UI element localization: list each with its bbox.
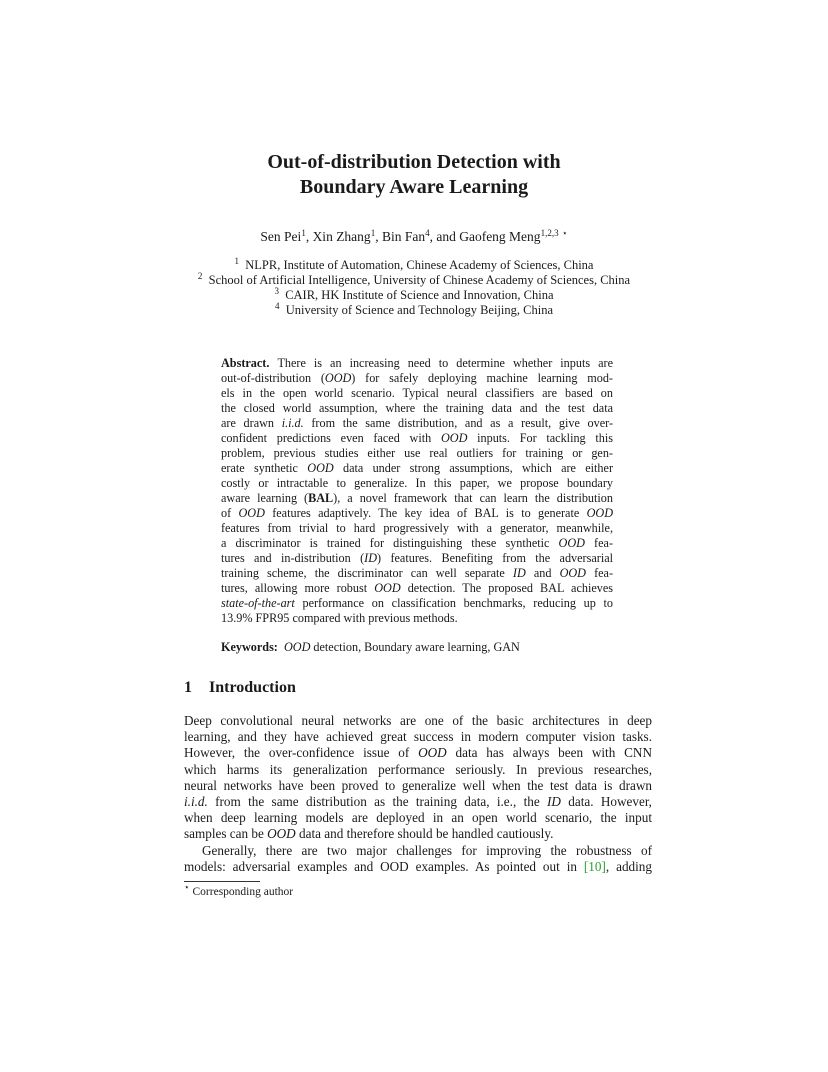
abstract-line: out-of-distribution (OOD) for safely deploying machine learning mod- <box>221 371 613 385</box>
abstract-label: Abstract. <box>221 356 270 370</box>
affiliation-sup: 4 <box>275 301 280 311</box>
footnote-mark: ⋆ <box>184 882 190 892</box>
body-line: when deep learning models are deployed in an open world scenario, the input <box>184 810 652 826</box>
author-affil-sup: 1 <box>370 228 376 238</box>
footnote-text: Corresponding author <box>192 886 294 898</box>
footnote-rule <box>184 881 260 882</box>
abstract-line: the closed world assumption, where the training data and the test data <box>221 401 613 415</box>
body-line: Generally, there are two major challenges for improving the robustness of <box>202 842 652 858</box>
author-name: Sen Pei <box>260 229 302 244</box>
abstract-line: problem, previous studies either use real outliers for training or gen- <box>221 446 613 460</box>
abstract-line: features from trivial to hard progressively with a generator, meanwhile, <box>221 521 613 535</box>
affiliation-text: CAIR, HK Institute of Science and Innovation, China <box>285 288 554 302</box>
title-line-2: Boundary Aware Learning <box>299 176 529 198</box>
affiliation-list <box>0 258 828 318</box>
author-separator: , <box>305 229 313 244</box>
abstract-line: costly or intractable to generalize. In this paper, we propose boundary <box>221 476 613 490</box>
abstract-line: training scheme, the discriminator can well separate ID and OOD fea- <box>221 566 614 580</box>
abstract-line: a discriminator is trained for distinguishing these synthetic OOD fea- <box>221 536 613 550</box>
affiliation <box>0 258 828 273</box>
title-line-1: Out-of-distribution Detection with <box>267 151 561 173</box>
footnote <box>184 882 294 898</box>
affiliation <box>0 303 828 318</box>
abstract-line: tures, allowing more robust OOD detection. The proposed BAL achieves <box>221 581 614 595</box>
author-list <box>0 228 828 246</box>
abstract-line: tures and in-distribution (ID) features. Benefiting from the adversarial <box>221 551 613 565</box>
abstract-line: state-of-the-art performance on classification benchmarks, reducing up to <box>221 596 613 610</box>
abstract-line: are drawn i.i.d. from the same distribution, and as a result, give over- <box>221 416 613 430</box>
section-heading <box>184 679 296 697</box>
affiliation-text: NLPR, Institute of Automation, Chinese Academy of Sciences, China <box>245 258 594 272</box>
keywords-label: Keywords: <box>221 640 278 654</box>
abstract-line: erate synthetic OOD data under strong assumptions, which are either <box>221 461 613 475</box>
body-line: which harms its generalization performance seriously. In previous researches, <box>184 761 652 777</box>
abstract-line: els in the open world scenario. Typical neural classifiers are based on <box>221 386 613 400</box>
author-affil-sup: 1,2,3 <box>540 228 559 238</box>
abstract-line <box>221 356 613 371</box>
keywords-line <box>221 640 613 655</box>
paper-title <box>0 150 828 200</box>
body-line: Deep convolutional neural networks are one of the basic architectures in deep <box>184 713 652 728</box>
affiliation-text: School of Artificial Intelligence, University of Chinese Academy of Sciences, China <box>208 273 631 287</box>
corresponding-author-mark: ⋆ <box>561 228 568 238</box>
body-line: samples can be OOD data and therefore should be handled cautiously. <box>184 826 554 842</box>
affiliation-sup: 3 <box>274 286 279 296</box>
body-line: neural networks have been proved to generalize well when the test data is drawn <box>184 777 652 793</box>
abstract-line: confident predictions even faced with OOD inputs. For tackling this <box>221 431 614 445</box>
author-affil-sup: 4 <box>425 228 430 238</box>
body-line: learning, and they have achieved great success in modern computer vision tasks. <box>184 729 652 745</box>
affiliation <box>0 288 828 303</box>
affiliation-sup: 1 <box>234 256 240 266</box>
author-name: Bin Fan <box>381 229 426 244</box>
author-name: Xin Zhang <box>312 229 371 244</box>
abstract-text: There is an increasing need to determine whether inputs are <box>277 356 613 370</box>
affiliation-sup: 2 <box>197 271 203 281</box>
section-title: Introduction <box>209 679 296 696</box>
abstract-line: aware learning (BAL), a novel framework that can learn the distribution <box>221 491 613 505</box>
author-affil-sup: 1 <box>301 228 306 238</box>
abstract-line: 13.9% FPR95 compared with previous methods. <box>221 611 458 625</box>
affiliation-text: University of Science and Technology Beijing, China <box>285 303 553 317</box>
section-number: 1 <box>184 679 192 696</box>
body-line: However, the over-confidence issue of OOD data has always been with CNN <box>184 745 652 761</box>
intro-paragraphs <box>184 713 652 875</box>
abstract <box>221 356 613 655</box>
author-name: Gaofeng Meng <box>459 229 541 244</box>
body-line-with-citation: models: adversarial examples and OOD examples. As pointed out in [10], adding <box>184 858 652 874</box>
keywords-text: OOD detection, Boundary aware learning, GAN <box>283 640 520 654</box>
affiliation <box>0 273 828 288</box>
citation-link[interactable]: [10] <box>583 858 606 874</box>
abstract-line: of OOD features adaptively. The key idea of BAL is to generate OOD <box>221 506 613 520</box>
body-line: i.i.d. from the same distribution as the training data, i.e., the ID data. However, <box>184 793 652 809</box>
author-separator: , <box>375 229 382 244</box>
author-separator: , and <box>429 229 460 244</box>
